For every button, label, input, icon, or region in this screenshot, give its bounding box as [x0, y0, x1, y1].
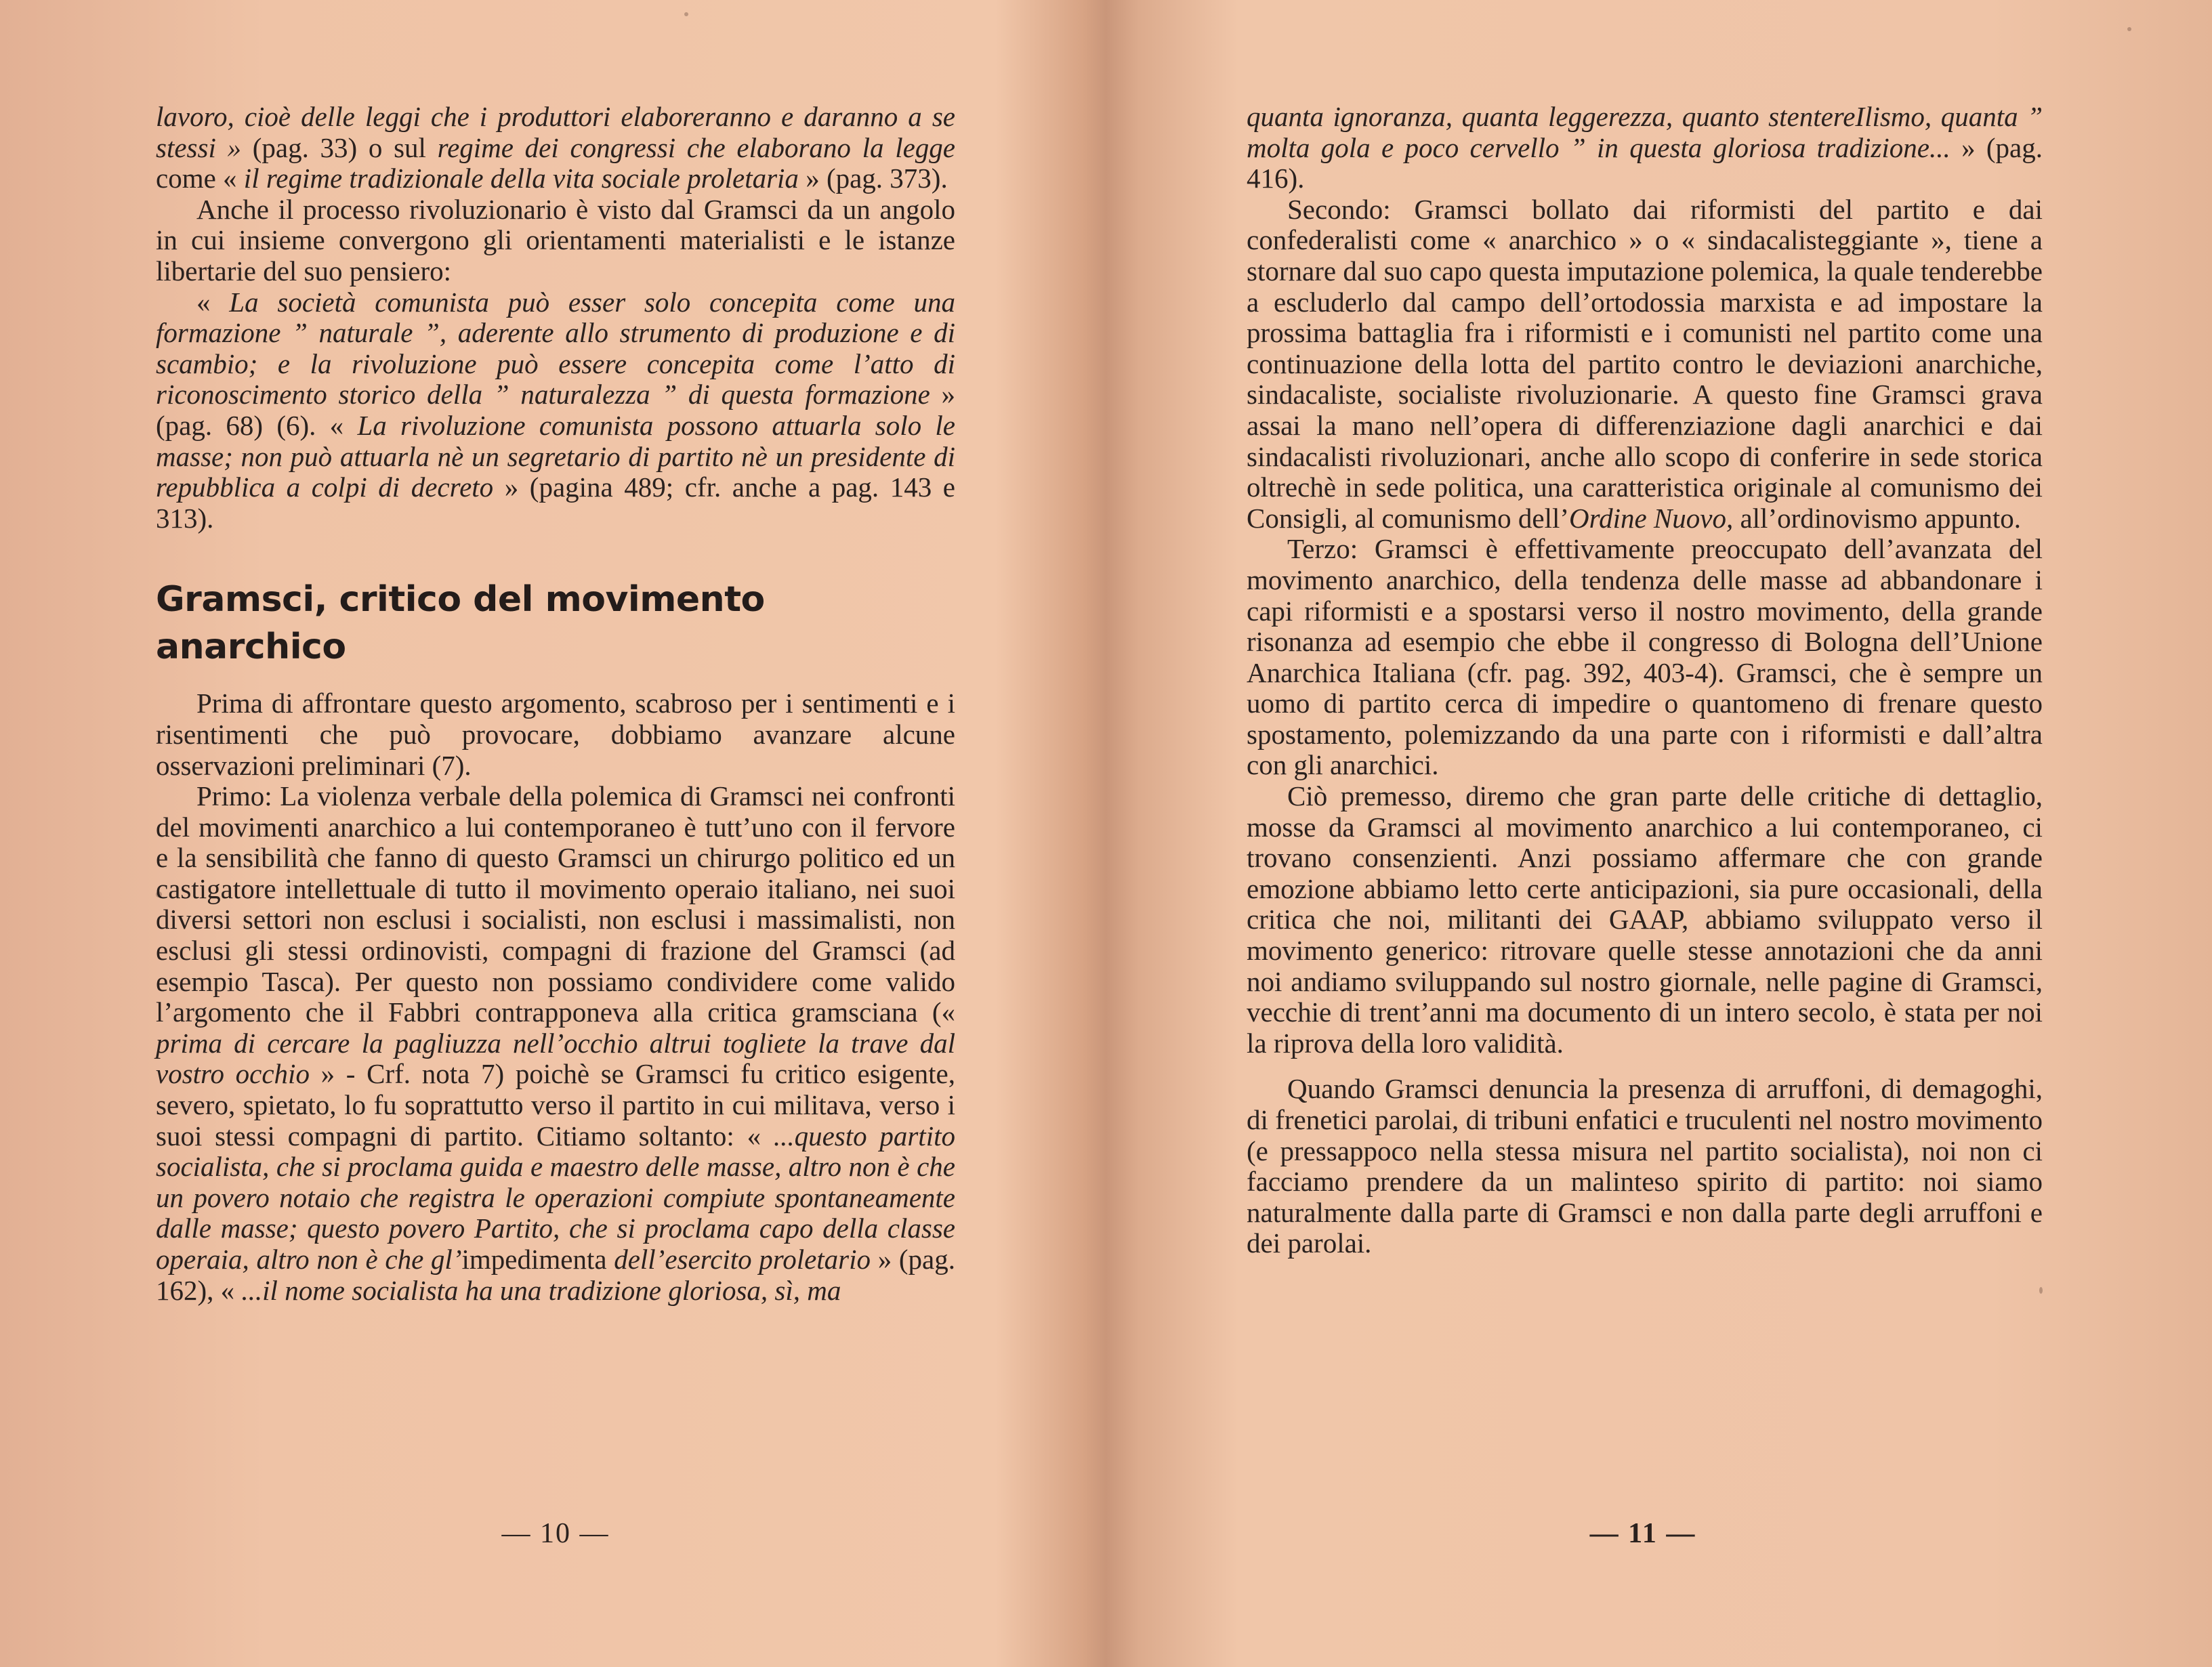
paper-speck — [684, 12, 688, 16]
right-page-body — [1247, 102, 2043, 1259]
text-run: Secondo: Gramsci bollato dai riformisti del partito e dai confederalisti come « anarchico » o « sindacalisteggiante », tiene a stornare dal suo capo questa imputazione polemica, la quale tenderebbe a escluderlo dal campo dell’ortodossia marxista e ad impostare la prossima battaglia fra i riformisti e i comunisti nel partito come una continuazione della lotta del partito contro le deviazioni anarchiche, sindacaliste, socialiste rivoluzionarie. A questo fine Gramsci grava assai la mano nell’opera di differenziazione dagli anarchici e dai sindacalisti rivoluzionari, anche allo scopo di conferire in sede storica oltrechè in sede politica, una caratteristica originale al comunismo dei Consigli, al comunismo dell’ — [1247, 193, 2043, 534]
paragraph — [1247, 781, 2043, 1059]
page-number-right: — 11 — — [1589, 1518, 1696, 1549]
text-run: Ciò premesso, diremo che gran parte delle critiche di dettaglio, mosse da Gramsci al movimento anarchico a lui contemporaneo, ci trovano consenzienti. Anzi possiamo affermare che con grande emozione abbiamo letto certe anticipazioni, sia pure occasionali, della critica che noi, militanti dei GAAP, abbiamo sviluppato verso il movimento generico: ritrovare quelle stesse annotazioni che da anni noi andiamo sviluppando sul nostro giornale, nelle pagine di Gramsci, vecchie di trent’anni ma documento di un intero secolo, è stata per noi la riprova della loro validità. — [1247, 780, 2043, 1059]
italic-text-run: La rivoluzione comunista possono attuarla solo le masse; non può attuarla nè un segretario di partito nè un presidente di repubblica a colpi di decreto — [156, 409, 955, 503]
paragraph — [156, 287, 955, 534]
italic-text-run: Ordine Nuovo, — [1569, 502, 1740, 534]
paragraph — [1247, 534, 2043, 781]
italic-text-run: ...il nome socialista ha una tradizione gloriosa, sì, ma — [241, 1274, 841, 1306]
text-run: all’ordinovismo appunto. — [1740, 502, 2021, 534]
paragraph — [156, 688, 955, 781]
italic-text-run: quanta ignoranza, quanta leggerezza, quanto stentereIlismo, quanta ” molta gola e poco cervello ” in questa gloriosa tradizione... — [1247, 101, 2043, 163]
paper-speck — [2039, 1287, 2043, 1294]
text-run: impedimenta — [461, 1244, 614, 1275]
italic-text-run: lavoro, cioè delle leggi che i produttori elaboreranno e daranno a se stessi » — [156, 101, 955, 163]
section-heading: Gramsci, critico del movimento anarchico — [156, 579, 765, 668]
paper-speck — [2127, 27, 2131, 31]
paragraph — [156, 102, 955, 194]
text-run: Anche il processo rivoluzionario è visto dal Gramsci da un angolo in cui insieme convergono gli orientamenti materialisti e le istanze libertarie del suo pensiero: — [156, 193, 955, 287]
text-run: (pag. 33) o sul — [252, 131, 438, 163]
italic-text-run: prima di cercare la pagliuzza nell’occhio altrui togliete la trave dal vostro occhio — [156, 1027, 955, 1090]
paragraph — [156, 781, 955, 1306]
text-run: » (pag. 373). — [806, 163, 948, 194]
text-run: » - Crf. nota 7) poichè se Gramsci fu critico esigente, severo, spietato, lo fu soprattutto verso il partito in cui militava, verso i suoi stessi compagni di partito. Citiamo soltanto: « — [156, 1058, 955, 1152]
text-run: » (pag. 162), « — [156, 1244, 955, 1306]
left-page — [156, 102, 955, 1306]
left-page-body-continued — [156, 688, 955, 1306]
right-page — [1247, 102, 2043, 1259]
text-run: Primo: La violenza verbale della polemica di Gramsci nei confronti del movimenti anarchico a lui contemporaneo è tutt’uno con il fervore e la sensibilità che fanno di questo Gramsci un chirurgo politico ed un castigatore intellettuale di tutto il movimento operaio italiano, nei suoi diversi settori non esclusi i socialisti, non esclusi i massimalisti, non esclusi gli stessi ordinovisti, compagni di frazione del Gramsci (ad esempio Tasca). Per questo non possiamo condividere come valido l’argomento che il Fabbri contrapponeva alla critica gramsciana (« — [156, 780, 955, 1028]
text-run: Quando Gramsci denuncia la presenza di arruffoni, di demagoghi, di frenetici parolai, di tribuni enfatici e truculenti nel nostro movimento (e pressappoco nella stessa misura nel partito socialista), noi non ci facciamo prendere da un malinteso spirito di partito: noi siamo naturalmente dalla parte di Gramsci e non dalla parte degli arruffoni e dei parolai. — [1247, 1073, 2043, 1259]
left-page-body — [156, 102, 955, 534]
text-run: come « — [156, 163, 244, 194]
italic-text-run: regime dei congressi che elaborano la legge — [437, 131, 955, 163]
paragraph — [1247, 1074, 2043, 1259]
text-run: » (pag. 68) (6). « — [156, 379, 955, 441]
text-run: « — [196, 286, 230, 318]
text-run: » (pag. 416). — [1247, 131, 2043, 194]
italic-text-run: il regime tradizionale della vita sociale proletaria — [243, 163, 806, 194]
paragraph — [1247, 102, 2043, 194]
italic-text-run: dell’esercito proletario — [614, 1244, 878, 1275]
italic-text-run: La società comunista può esser solo concepita come una formazione ” naturale ”, aderente allo strumento di produzione e di scambio; e la rivoluzione può essere concepita come l’atto di riconoscimento storico della ” naturalezza ” di questa formazione — [156, 286, 955, 410]
paragraph — [1247, 194, 2043, 534]
italic-text-run: ...questo partito socialista, che si proclama guida e maestro delle masse, altro non è che un povero notaio che registra le operazioni compiute spontaneamente dalle masse; questo povero Partito, che si proclama capo della classe operaia, altro non è che gl’ — [156, 1120, 955, 1275]
page-number-left: — 10 — — [501, 1518, 610, 1549]
text-run: Prima di affrontare questo argomento, scabroso per i sentimenti e i risentimenti che può provocare, dobbiamo avanzare alcune osservazioni preliminari (7). — [156, 688, 955, 781]
text-run: » (pagina 489; cfr. anche a pag. 143 e 313). — [156, 471, 956, 534]
paragraph — [156, 194, 955, 287]
text-run: Terzo: Gramsci è effettivamente preoccupato dell’avanzata del movimento anarchico, della tendenza delle masse ad abbandonare i capi riformisti e a spostarsi verso il nostro movimento, della grande risonanza ad esempio che ebbe il congresso di Bologna dell’Unione Anarchica Italiana (cfr. pag. 392, 403-4). Gramsci, che è sempre un uomo di partito cerca di impedire o quantomeno di frenare questo spostamento, polemizzando da una parte con i riformisti e dall’altra con gli anarchici. — [1247, 533, 2043, 781]
